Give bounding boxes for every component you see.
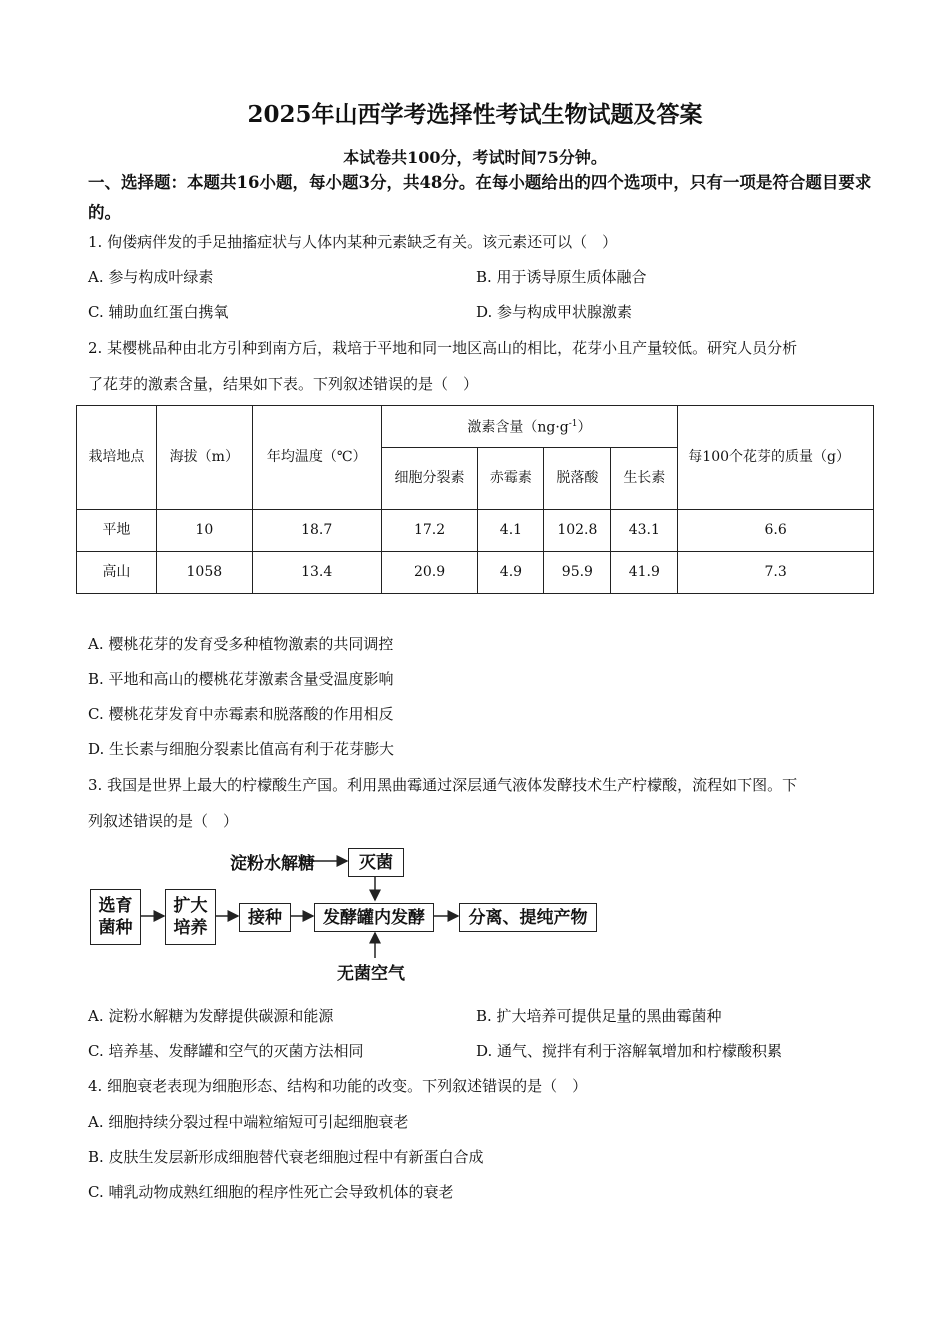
box-inoculate: 接种 (239, 903, 291, 932)
question-1-stem: 1. 佝偻病伴发的手足抽搐症状与人体内某种元素缺乏有关。该元素还可以（ ） (88, 233, 618, 251)
q4-option-b: B. 皮肤生发层新形成细胞替代衰老细胞过程中有新蛋白合成 (88, 1148, 484, 1166)
q1-option-d: D. 参与构成甲状腺激素 (476, 303, 633, 321)
q4-option-a: A. 细胞持续分裂过程中端粒缩短可引起细胞衰老 (88, 1113, 409, 1131)
q2-option-d: D. 生长素与细胞分裂素比值高有利于花芽膨大 (88, 740, 395, 758)
q2-option-a: A. 樱桃花芽的发育受多种植物激素的共同调控 (88, 635, 394, 653)
question-3-stem-line1: 3. 我国是世界上最大的柠檬酸生产国。利用黑曲霉通过深层通气液体发酵技术生产柠檬酸，流程如下图。下 (88, 776, 798, 794)
hormone-table (76, 405, 874, 594)
q2-option-c: C. 樱桃花芽发育中赤霉素和脱落酸的作用相反 (88, 705, 394, 723)
section-heading: 一、选择题：本题共16小题，每小题3分，共48分。在每小题给出的四个选项中，只有一项是符合题目要求的。 (88, 173, 872, 222)
cell-temperature: 18.7 (252, 510, 381, 552)
q3-option-b: B. 扩大培养可提供足量的黑曲霉菌种 (476, 1007, 722, 1025)
cell-bud-mass: 6.6 (678, 510, 874, 552)
box-select-strain-line2: 菌种 (98, 918, 133, 938)
table-row (77, 510, 874, 552)
header-hormone-sup: -1 (568, 419, 578, 430)
q1-option-a: A. 参与构成叶绿素 (88, 268, 214, 286)
header-hormone (381, 406, 678, 448)
question-3-stem-line2: 列叙述错误的是（ ） (88, 812, 239, 830)
header-bud-mass: 每100个花芽的质量（g） (678, 406, 874, 510)
label-sterile-air: 无菌空气 (337, 964, 405, 984)
box-expand-culture (165, 889, 216, 945)
header-altitude: 海拔（m） (156, 406, 252, 510)
box-expand-culture-line1: 扩大 (173, 896, 208, 916)
header-abscisic-acid: 脱落酸 (544, 448, 611, 510)
cell-cytokinin: 20.9 (381, 552, 478, 594)
question-2-stem-line1: 2. 某樱桃品种由北方引种到南方后，栽培于平地和同一地区高山的相比，花芽小且产量较低。研究人员分析 (88, 339, 798, 357)
cell-altitude: 10 (156, 510, 252, 552)
cell-auxin: 41.9 (611, 552, 678, 594)
question-2-stem-line2: 了花芽的激素含量，结果如下表。下列叙述错误的是（ ） (88, 375, 479, 393)
header-site: 栽培地点 (77, 406, 157, 510)
process-flowchart (80, 845, 620, 985)
q2-option-b: B. 平地和高山的樱桃花芽激素含量受温度影响 (88, 670, 394, 688)
cell-abscisic-acid: 95.9 (544, 552, 611, 594)
page-title: 2025年山西学考选择性考试生物试题及答案 (247, 101, 703, 128)
cell-gibberellin: 4.9 (478, 552, 544, 594)
q1-option-c: C. 辅助血红蛋白携氧 (88, 303, 229, 321)
box-separate-purify: 分离、提纯产物 (459, 903, 597, 932)
box-select-strain-line1: 选育 (98, 896, 133, 916)
q3-option-d: D. 通气、搅拌有利于溶解氧增加和柠檬酸积累 (476, 1042, 783, 1060)
q1-option-b: B. 用于诱导原生质体融合 (476, 268, 647, 286)
box-select-strain (90, 889, 141, 945)
cell-gibberellin: 4.1 (478, 510, 544, 552)
header-cytokinin: 细胞分裂素 (381, 448, 478, 510)
cell-cytokinin: 17.2 (381, 510, 478, 552)
cell-site: 平地 (77, 510, 157, 552)
q4-option-c: C. 哺乳动物成熟红细胞的程序性死亡会导致机体的衰老 (88, 1183, 454, 1201)
header-gibberellin: 赤霉素 (478, 448, 544, 510)
box-sterilize: 灭菌 (348, 848, 404, 877)
table-row (77, 552, 874, 594)
q3-option-a: A. 淀粉水解糖为发酵提供碳源和能源 (88, 1007, 334, 1025)
box-expand-culture-line2: 培养 (173, 918, 208, 938)
cell-abscisic-acid: 102.8 (544, 510, 611, 552)
header-temperature: 年均温度（℃） (252, 406, 381, 510)
header-hormone-end: ） (577, 419, 592, 436)
label-starch-hydrolysate: 淀粉水解糖 (230, 854, 315, 874)
cell-bud-mass: 7.3 (678, 552, 874, 594)
box-fermentation-tank: 发酵罐内发酵 (314, 903, 434, 932)
q3-option-c: C. 培养基、发酵罐和空气的灭菌方法相同 (88, 1042, 364, 1060)
cell-site: 高山 (77, 552, 157, 594)
exam-info: 本试卷共100分，考试时间75分钟。 (343, 148, 607, 167)
cell-temperature: 13.4 (252, 552, 381, 594)
header-auxin: 生长素 (611, 448, 678, 510)
cell-auxin: 43.1 (611, 510, 678, 552)
question-4-stem: 4. 细胞衰老表现为细胞形态、结构和功能的改变。下列叙述错误的是（ ） (88, 1077, 588, 1095)
cell-altitude: 1058 (156, 552, 252, 594)
header-hormone-text: 激素含量（ng·g (467, 419, 569, 436)
